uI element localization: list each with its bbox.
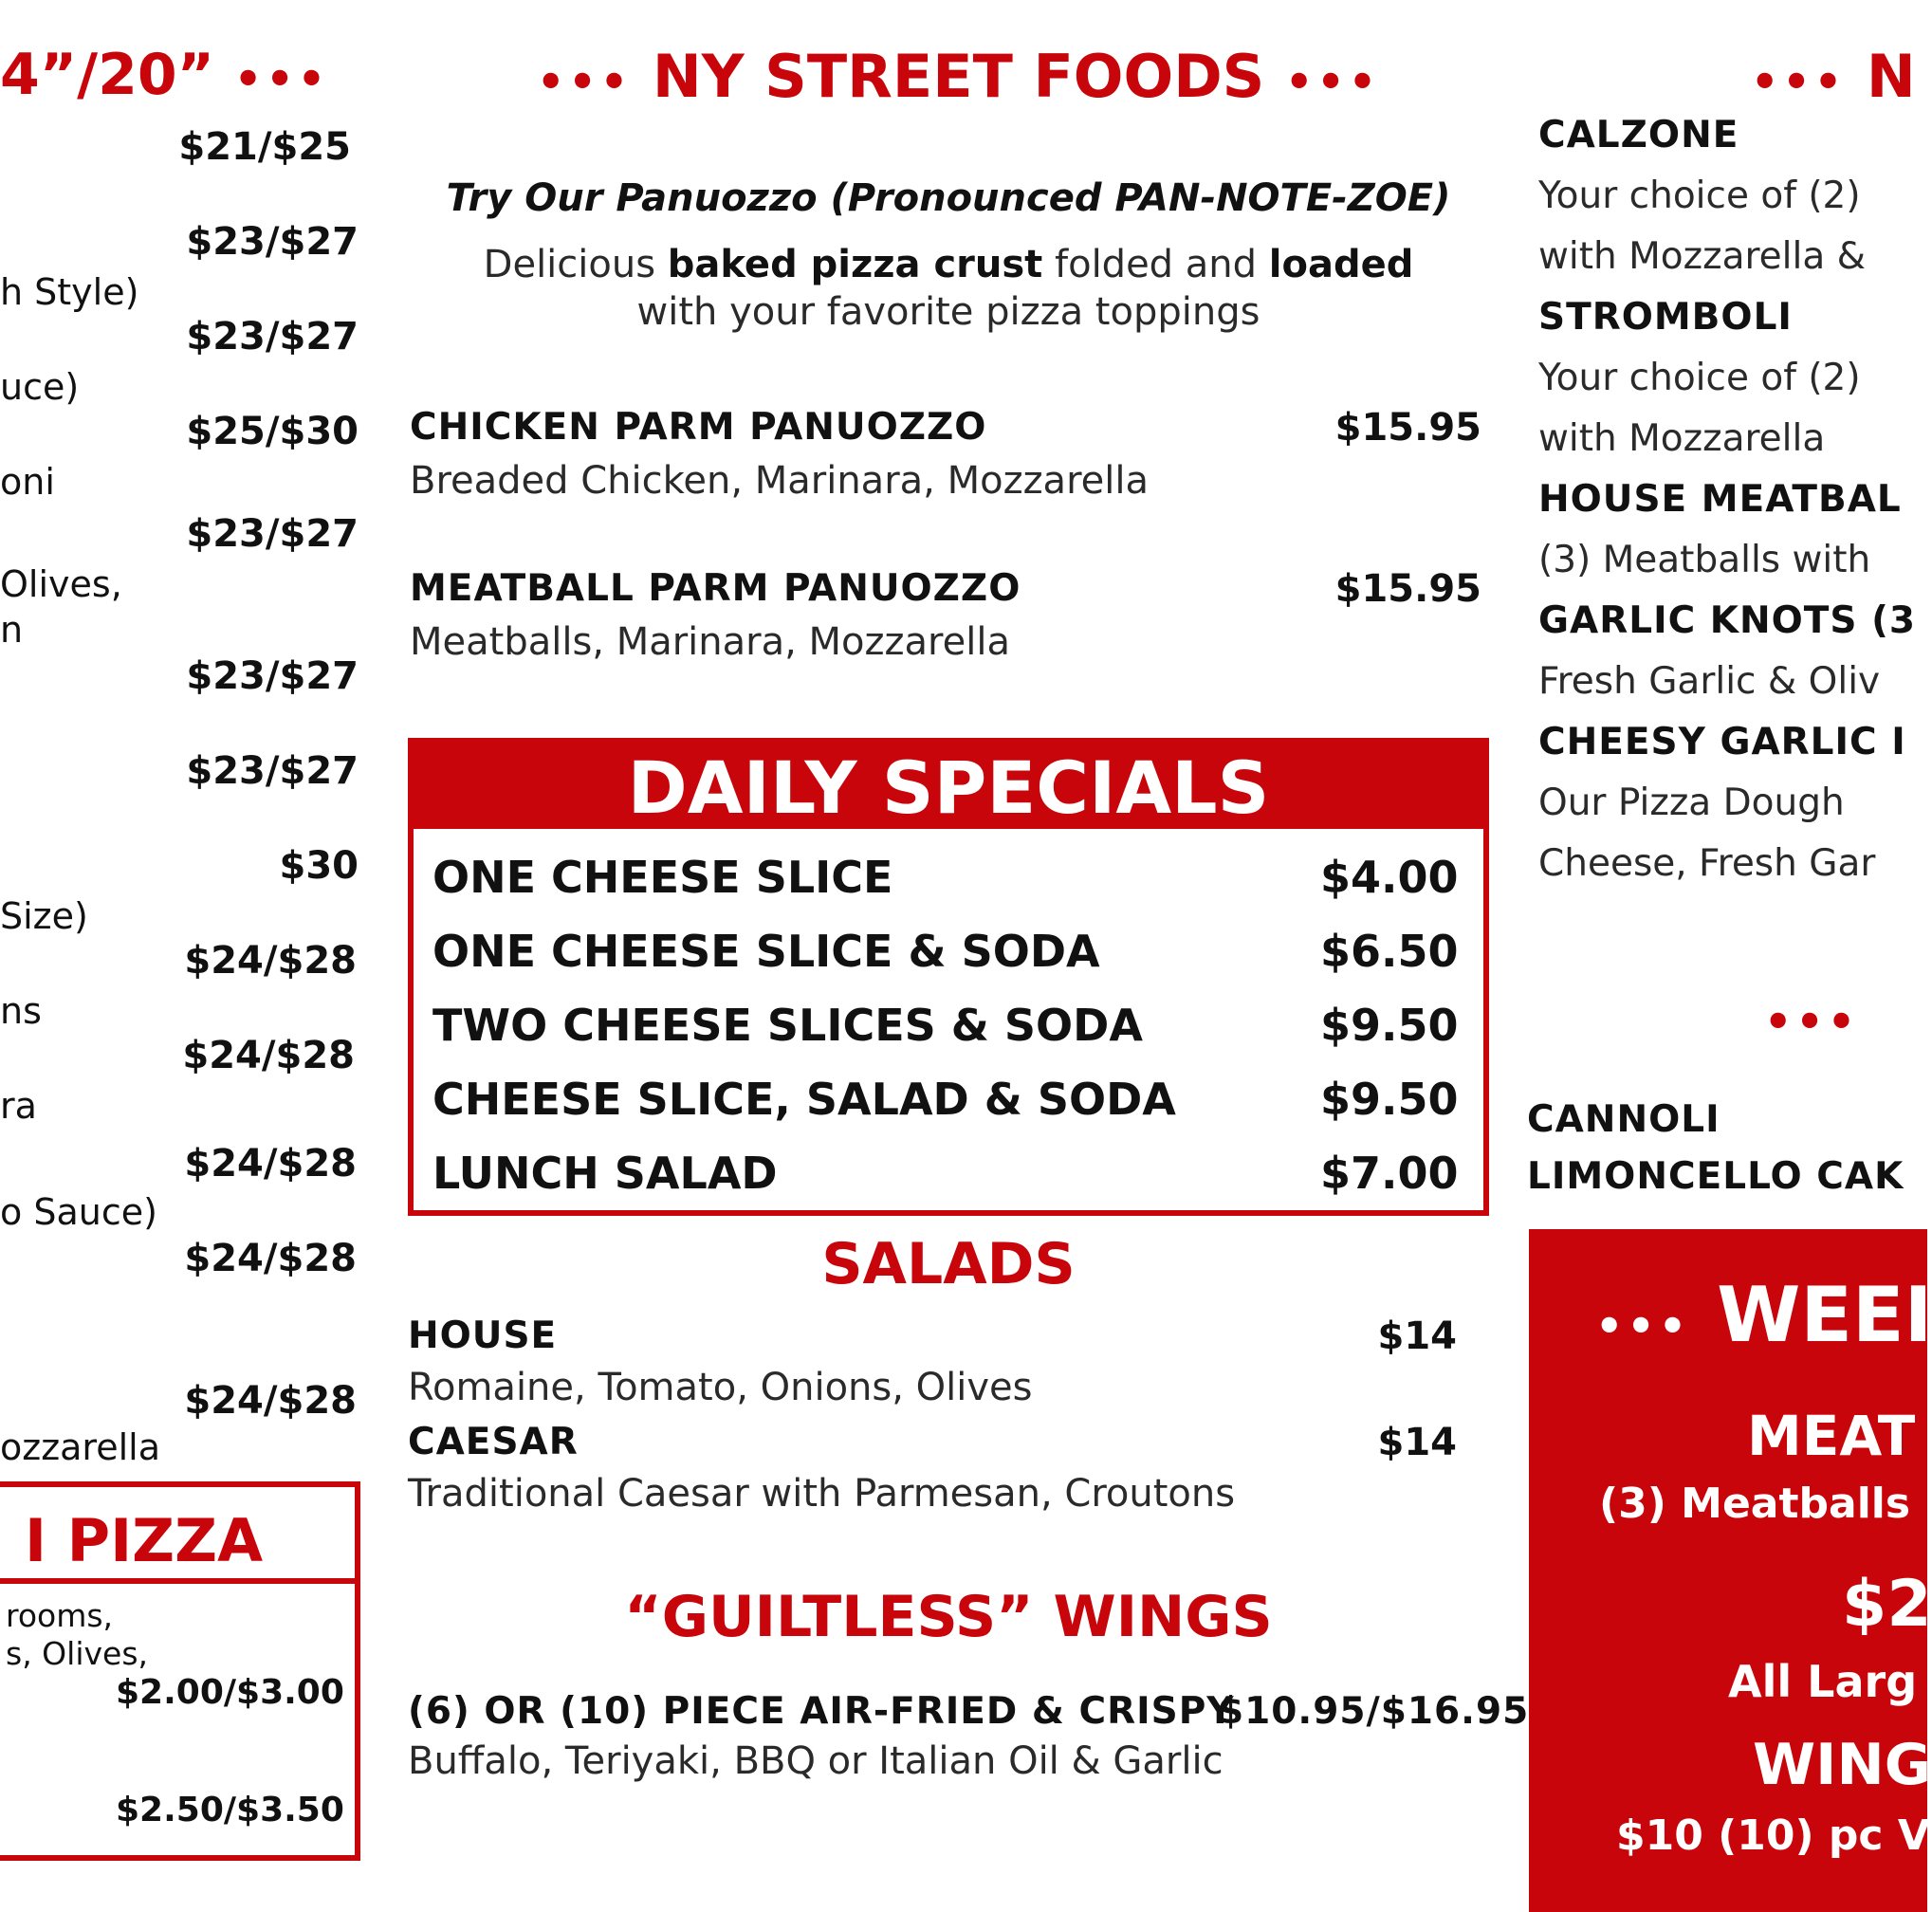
panuozzo-tagline: Try Our Panuozzo (Pronounced PAN-NOTE-ZOE) (446, 176, 1451, 220)
right-item-line: Your choice of (2) (1538, 357, 1861, 399)
weekly-dots: ••• (1595, 1300, 1691, 1351)
salad-item-price: $14 (1377, 1314, 1457, 1358)
custom-pizza-price-1: $2.00/$3.00 (116, 1673, 344, 1712)
left-price-4: $25/$30 (186, 410, 359, 453)
special-item-price: $9.50 (1320, 1000, 1459, 1051)
right-header-text: N (1866, 42, 1916, 111)
weekly-specials-box (1529, 1229, 1932, 1912)
left-fragment-2: uce) (0, 366, 80, 408)
special-item-name: ONE CHEESE SLICE (432, 852, 893, 903)
custom-pizza-line-2: s, Olives, (6, 1635, 148, 1672)
center-header-title: NY STREET FOODS (652, 42, 1265, 111)
left-price-6: $23/$27 (186, 654, 359, 698)
right-item-line: Fresh Garlic & Oliv (1538, 660, 1881, 703)
desc-bold-loaded: loaded (1268, 243, 1414, 286)
custom-pizza-divider (0, 1578, 355, 1584)
custom-pizza-line-1: rooms, (6, 1597, 114, 1634)
wings-item-desc: Buffalo, Teriyaki, BBQ or Italian Oil & Garlic (408, 1739, 1224, 1783)
weekly-price: $2 (1842, 1567, 1932, 1642)
menu-item-name: CHICKEN PARM PANUOZZO (410, 406, 987, 449)
left-price-3: $23/$27 (186, 315, 359, 358)
salad-item-name: CAESAR (408, 1421, 579, 1463)
right-item-name: CHEESY GARLIC I (1538, 721, 1906, 763)
desc-text: folded and (1042, 243, 1269, 286)
right-section-header (1751, 42, 1916, 111)
weekly-item-1-desc: (3) Meatballs (1599, 1480, 1911, 1528)
salad-item-desc: Romaine, Tomato, Onions, Olives (408, 1366, 1033, 1409)
desc-bold-crust: baked pizza crust (667, 243, 1043, 286)
weekly-item-2-desc: $10 (10) pc V (1616, 1811, 1930, 1860)
salad-item-desc: Traditional Caesar with Parmesan, Croutons (408, 1472, 1236, 1516)
right-item-line: (3) Meatballs with (1538, 539, 1871, 581)
center-header-dots-right: ••• (1284, 56, 1381, 107)
menu-item-desc: Meatballs, Marinara, Mozzarella (410, 620, 1010, 664)
left-price-1: $21/$25 (178, 125, 351, 169)
wings-item-name: (6) OR (10) PIECE AIR-FRIED & CRISPY (408, 1690, 1235, 1733)
special-item-price: $4.00 (1320, 852, 1459, 903)
wings-item-price: $10.95/$16.95 (1218, 1690, 1530, 1733)
right-header-dots: ••• (1751, 56, 1847, 107)
menu-item-price: $15.95 (1334, 406, 1481, 450)
salad-item-price: $14 (1377, 1421, 1457, 1464)
special-item-name: ONE CHEESE SLICE & SODA (432, 926, 1100, 977)
right-item-name: GARLIC KNOTS (3 (1538, 599, 1917, 642)
dessert-section-dots: ••• (1764, 996, 1860, 1047)
panuozzo-description-line-2: with your favorite pizza toppings (636, 290, 1260, 334)
left-fragment-1: h Style) (0, 271, 139, 313)
left-fragment-10: ozzarella (0, 1426, 160, 1468)
left-fragment-8: ra (0, 1085, 37, 1127)
weekly-title: WEEI (1717, 1271, 1932, 1359)
left-fragment-9: o Sauce) (0, 1191, 157, 1233)
special-item-price: $7.00 (1320, 1148, 1459, 1199)
left-fragment-3: oni (0, 461, 55, 503)
left-price-7: $23/$27 (186, 749, 359, 793)
salads-title: SALADS (821, 1231, 1076, 1297)
special-item-name: CHEESE SLICE, SALAD & SODA (432, 1074, 1176, 1125)
left-section-header (0, 42, 329, 108)
panuozzo-description-line-1 (408, 243, 1489, 286)
menu-item-price: $15.95 (1334, 567, 1481, 611)
weekly-item-2: WING (1753, 1732, 1931, 1798)
weekly-price-note: All Larg (1728, 1656, 1918, 1707)
custom-pizza-box (0, 1481, 360, 1861)
right-item-line: with Mozzarella (1538, 417, 1826, 460)
center-header-dots-left: ••• (537, 56, 633, 107)
left-fragment-5: n (0, 609, 24, 651)
right-item-line: Cheese, Fresh Gar (1538, 842, 1876, 885)
left-header-text: 4”/20” (0, 42, 215, 108)
special-item-price: $9.50 (1320, 1074, 1459, 1125)
left-header-dots: ••• (233, 53, 330, 104)
left-price-5: $23/$27 (186, 512, 359, 556)
left-price-8: $30 (279, 844, 359, 888)
left-price-11: $24/$28 (184, 1142, 357, 1186)
right-item-line: Your choice of (2) (1538, 175, 1861, 217)
menu-item-name: MEATBALL PARM PANUOZZO (410, 567, 1021, 610)
special-item-name: TWO CHEESE SLICES & SODA (432, 1000, 1143, 1051)
right-item-line: Our Pizza Dough (1538, 781, 1845, 824)
wings-title: “GUILTLESS” WINGS (624, 1584, 1273, 1650)
custom-pizza-price-2: $2.50/$3.50 (116, 1791, 344, 1829)
right-item-name: STROMBOLI (1538, 296, 1793, 339)
left-fragment-4: Olives, (0, 563, 122, 605)
special-item-price: $6.50 (1320, 926, 1459, 977)
right-item-name: CALZONE (1538, 114, 1739, 156)
left-fragment-7: ns (0, 990, 42, 1032)
left-price-12: $24/$28 (184, 1237, 357, 1280)
left-fragment-6: Size) (0, 895, 88, 937)
right-item-line: with Mozzarella & (1538, 235, 1867, 278)
special-item-name: LUNCH SALAD (432, 1148, 778, 1199)
weekly-item-1: MEAT (1747, 1404, 1916, 1468)
custom-pizza-title: I PIZZA (25, 1506, 264, 1575)
daily-specials-title: DAILY SPECIALS (414, 744, 1483, 829)
left-price-9: $24/$28 (184, 939, 357, 983)
dessert-item: CANNOLI (1527, 1098, 1720, 1141)
center-section-header (537, 42, 1381, 111)
daily-specials-box (408, 738, 1489, 1216)
left-price-13: $24/$28 (184, 1379, 357, 1423)
weekly-title-row (1595, 1271, 1932, 1359)
left-price-10: $24/$28 (182, 1034, 355, 1077)
right-item-name: HOUSE MEATBAL (1538, 478, 1902, 521)
salad-item-name: HOUSE (408, 1314, 558, 1357)
desc-text: Delicious (483, 243, 668, 286)
left-price-2: $23/$27 (186, 220, 359, 264)
menu-item-desc: Breaded Chicken, Marinara, Mozzarella (410, 459, 1149, 503)
dessert-item: LIMONCELLO CAK (1527, 1155, 1904, 1198)
